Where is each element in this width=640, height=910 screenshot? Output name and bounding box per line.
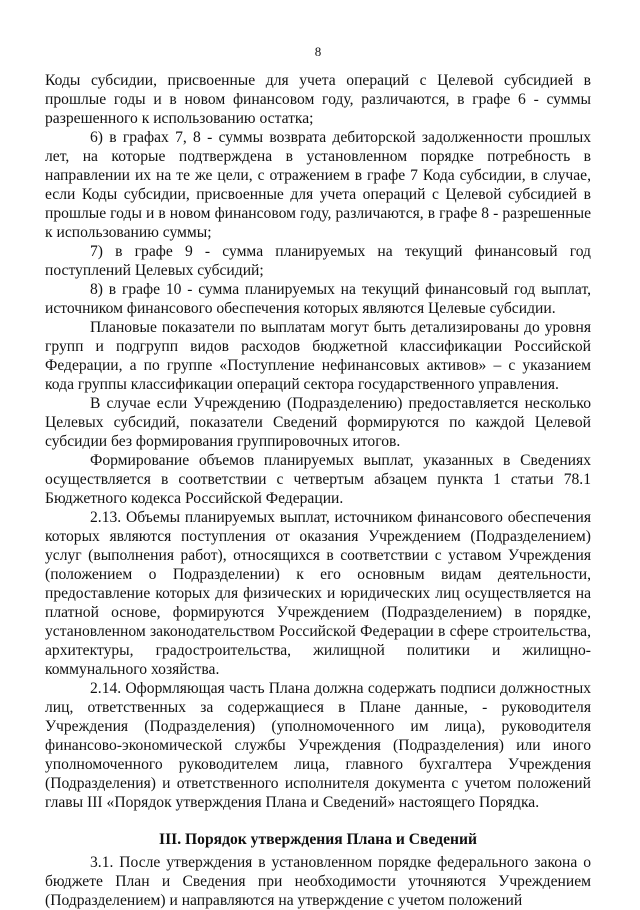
- body-text: [45, 71, 591, 910]
- paragraph: 7) в графе 9 - сумма планируемых на текущий финансовый год поступлений Целевых субсидий;: [45, 243, 591, 279]
- paragraph: Формирование объемов планируемых выплат, указанных в Сведениях осуществляется в соответствии с четвертым абзацем пункта 1 статьи 78.1 Бюджетного кодекса Российской Федерации.: [45, 452, 591, 507]
- paragraph: В случае если Учреждению (Подразделению) предоставляется несколько Целевых субсидий, показатели Сведений формируются по каждой Целевой субсидии без формирования группировочных итогов.: [45, 395, 591, 450]
- paragraph: 6) в графах 7, 8 - суммы возврата дебиторской задолженности прошлых лет, на которые подтверждена в установленном порядке потребность в направлении их на те же цели, с отражением в графе 7 Кода субсидии, в случае, если Коды субсидии, присвоенные для учета операций с Целевой субсидией в прошлые годы и в новом финансовом году, различаются, в графе 8 - разрешенные к использованию суммы;: [45, 129, 591, 241]
- paragraph: 2.13. Объемы планируемых выплат, источником финансового обеспечения которых являются поступления от оказания Учреждением (Подразделением) услуг (выполнения работ), относящихся в соответствии с уставом Учреждения (положением о Подразделении) к его основным видам деятельности, предоставление которых для физических и юридических лиц осуществляется на платной основе, формируются Учреждением (Подразделением) в порядке, установленном законодательством Российской Федерации в сфере строительства, архитектуры, градостроительства, жилищной политики и жилищно-коммунального хозяйства.: [45, 509, 591, 678]
- paragraph: Плановые показатели по выплатам могут быть детализированы до уровня групп и подгрупп видов расходов бюджетной классификации Российской Федерации, а по группе «Поступление нефинансовых активов» – с указанием кода группы классификации операций сектора государственного управления.: [45, 319, 591, 393]
- page-number: 8: [314, 44, 322, 59]
- paragraph: Коды субсидии, присвоенные для учета операций с Целевой субсидией в прошлые годы и в новом финансовом году, различаются, в графе 6 - суммы разрешенного к использованию остатка;: [45, 72, 591, 127]
- paragraph: 8) в графе 10 - сумма планируемых на текущий финансовый год выплат, источником финансового обеспечения которых являются Целевые субсидии.: [45, 281, 591, 317]
- paragraph: 3.1. После утверждения в установленном порядке федерального закона о бюджете План и Сведения при необходимости уточняются Учреждением (Подразделением) и направляются на утверждение с учетом положений: [45, 854, 591, 909]
- paragraph: 2.14. Оформляющая часть Плана должна содержать подписи должностных лиц, ответственных за содержащиеся в Плане данные, - руководителя Учреждения (Подразделения) (уполномоченного им лица), руководителя финансово-экономической службы Учреждения (Подразделения) или иного уполномоченного руководителем лица, главного бухгалтера Учреждения (Подразделения) и ответственного исполнителя документа с учетом положений главы III «Порядок утверждения Плана и Сведений» настоящего Порядка.: [45, 680, 591, 811]
- section-heading: III. Порядок утверждения Плана и Сведений: [159, 831, 477, 848]
